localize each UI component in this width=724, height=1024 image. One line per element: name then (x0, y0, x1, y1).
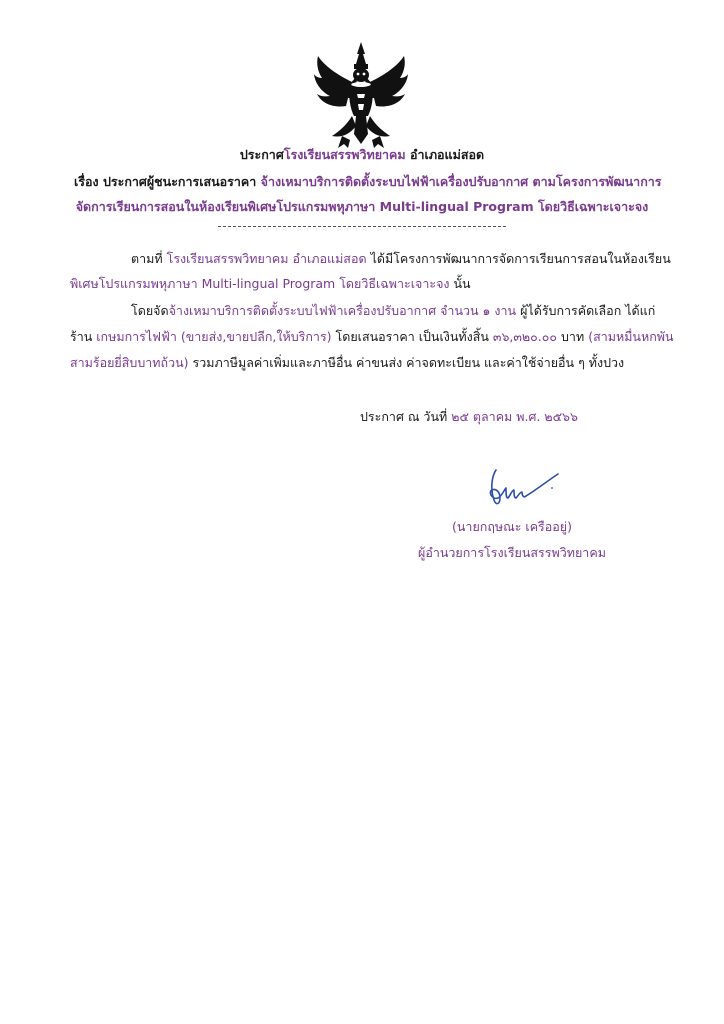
subject-line-2: จัดการเรียนการสอนในห้องเรียนพิเศษโปรแกรมพหุภาษา Multi-lingual Program โดยวิธีเฉพาะเจาะจง (75, 199, 649, 214)
signature-icon (466, 466, 562, 516)
p1-school: โรงเรียนสรรพวิทยาคม อำเภอแม่สอด (166, 251, 367, 266)
p2-shop: เกษมการไฟฟ้า (ขายส่ง,ขายปลีก,ให้บริการ) (96, 329, 332, 344)
paragraph-1-line-1 (131, 251, 671, 267)
paragraph-2-line-1 (131, 303, 655, 319)
subject-title-line-1: จ้างเหมาบริการติดตั้งระบบไฟฟ้าเครื่องปรับอากาศ ตามโครงการพัฒนาการ (260, 174, 662, 189)
p2-item: จ้างเหมาบริการติดตั้งระบบไฟฟ้าเครื่องปรับอากาศ จำนวน ๑ งาน (168, 303, 517, 318)
announcement-date (360, 409, 578, 425)
p2-shop-label: ร้าน (70, 329, 93, 344)
date-value: ๒๕ ตุลาคม พ.ศ. ๒๕๖๖ (451, 409, 578, 424)
announcement-title (0, 147, 724, 163)
paragraph-2-line-2 (70, 329, 674, 345)
p2-intro: โดยจัด (131, 303, 169, 318)
subject-line-1 (74, 174, 662, 190)
separator-line (218, 226, 506, 227)
date-label: ประกาศ ณ วันที่ (360, 409, 448, 424)
p2-amount-words-1: (สามหมื่นหกพัน (588, 329, 674, 344)
announcement-prefix: ประกาศ (239, 147, 284, 162)
p2-amount-words-2: สามร้อยยี่สิบบาทถ้วน) (70, 355, 189, 370)
p2-price-text: โดยเสนอราคา เป็นเงินทั้งสิ้น (335, 329, 489, 344)
signatory-name: (นายกฤษณะ เครืออยู่) (452, 519, 572, 534)
p1-project: พิเศษโปรแกรมพหุภาษา Multi-lingual Program โดยวิธีเฉพาะเจาะจง (70, 276, 450, 291)
p2-tax-text: รวมภาษีมูลค่าเพิ่มและภาษีอื่น ค่าขนส่ง ค่าจดทะเบียน และค่าใช้จ่ายอื่น ๆ ทั้งปวง (192, 355, 625, 370)
garuda-emblem-icon (312, 40, 410, 152)
p2-winner-text: ผู้ได้รับการคัดเลือก ได้แก่ (520, 303, 656, 318)
subject-label: เรื่อง (74, 174, 99, 189)
paragraph-2-line-3 (70, 355, 624, 371)
p2-baht: บาท (561, 329, 585, 344)
school-name: โรงเรียนสรรพวิทยาคม (283, 147, 406, 162)
paragraph-1-line-2 (70, 276, 471, 292)
p2-amount: ๓๖,๓๒๐.๐๐ (492, 329, 558, 344)
district-name: อำเภอแม่สอด (410, 147, 485, 162)
p1-text: ได้มีโครงการพัฒนาการจัดการเรียนการสอนในห้องเรียน (370, 251, 671, 266)
signatory-position: ผู้อำนวยการโรงเรียนสรรพวิทยาคม (418, 545, 606, 560)
p1-end: นั้น (453, 276, 471, 291)
p1-intro: ตามที่ (131, 251, 163, 266)
subject-prefix: ประกาศผู้ชนะการเสนอราคา (102, 174, 257, 189)
